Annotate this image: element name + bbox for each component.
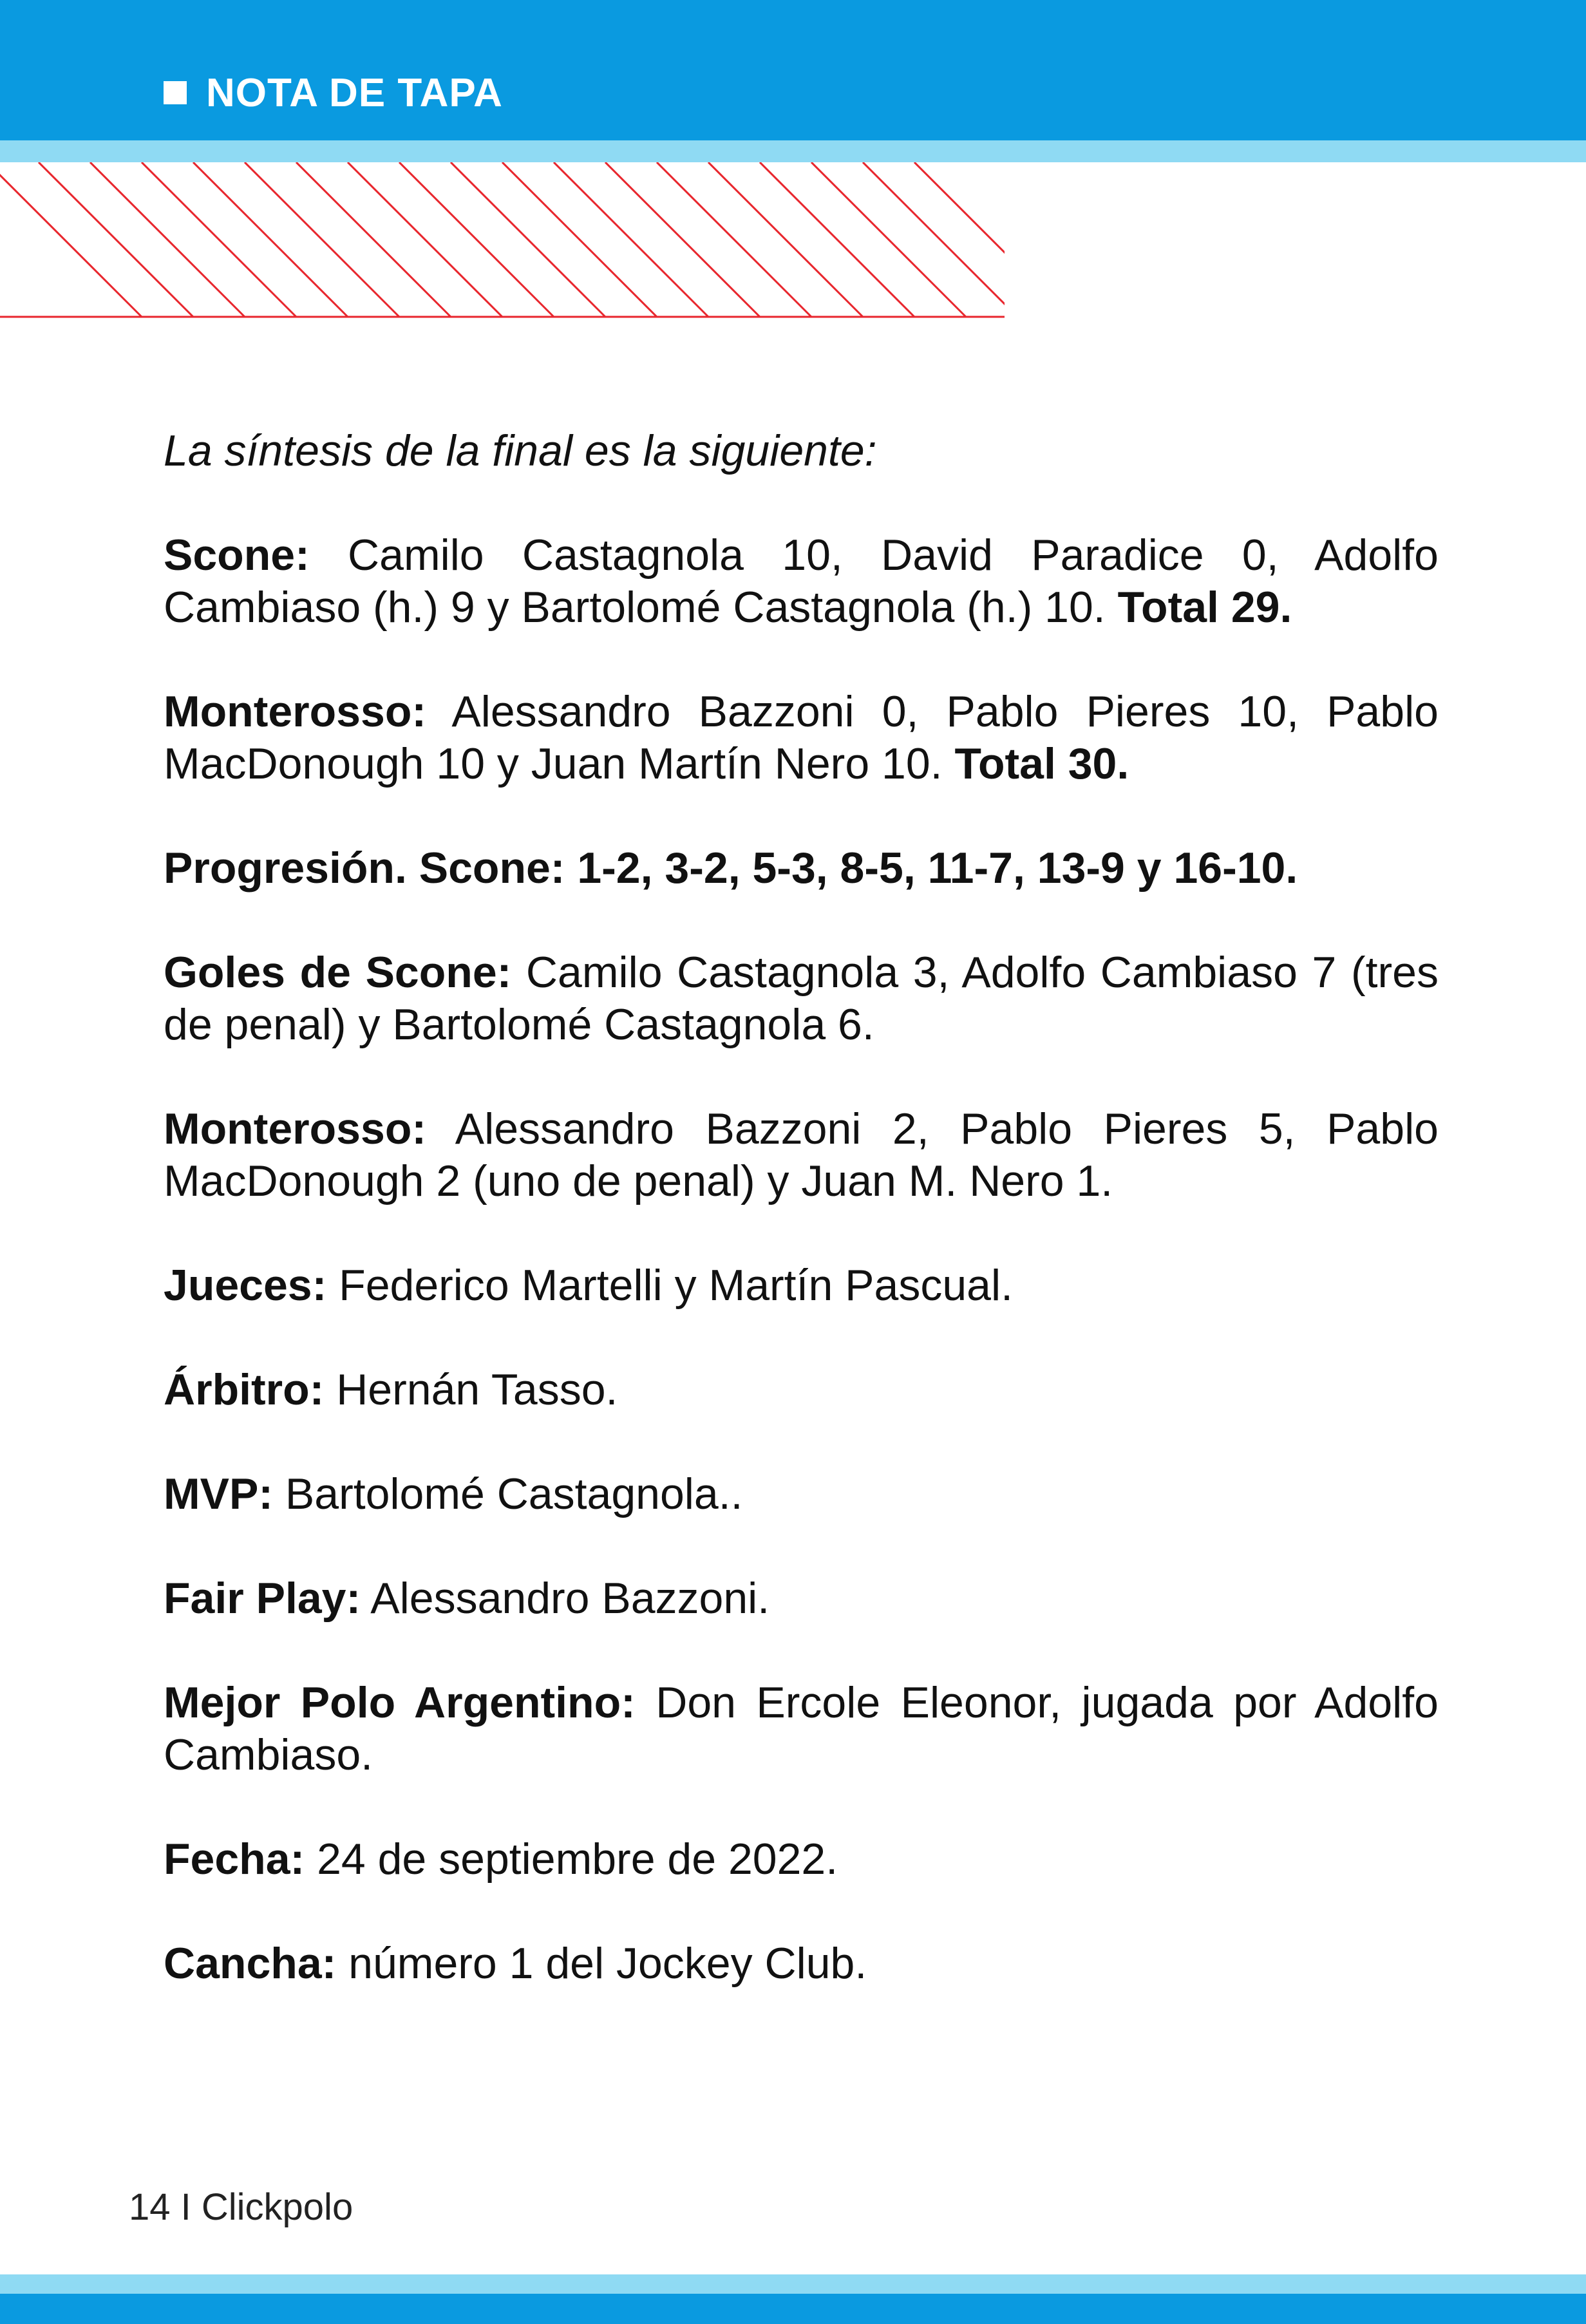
result-monterosso <box>164 686 1439 790</box>
para-total: Total 29. <box>1117 583 1292 632</box>
para-text: 24 de septiembre de 2022. <box>305 1835 838 1884</box>
mvp <box>164 1468 1439 1520</box>
para-text: Federico Martelli y Martín Pascual. <box>326 1261 1013 1310</box>
para-text: Don Ercole Eleonor, jugada por Adolfo Cambiaso. <box>164 1678 1439 1779</box>
para-text: Camilo Castagnola 10, David Paradice 0, Adolfo Cambiaso (h.) 9 y Bartolomé Castagnola (h.) 10. <box>164 531 1439 632</box>
section-label: NOTA DE TAPA <box>206 71 503 115</box>
progression <box>164 842 1439 894</box>
match-date <box>164 1833 1439 1885</box>
goals-scone <box>164 947 1439 1051</box>
para-label: Fair Play: <box>164 1574 361 1623</box>
para-text: Bartolomé Castagnola.. <box>273 1469 743 1518</box>
field <box>164 1938 1439 1990</box>
para-label: MVP: <box>164 1469 273 1518</box>
para-text: Camilo Castagnola 3, Adolfo Cambiaso 7 (tres de penal) y Bartolomé Castagnola 6. <box>164 948 1439 1049</box>
para-label: Fecha: <box>164 1835 305 1884</box>
section-marker-icon <box>164 81 187 104</box>
para-label: Monterosso: <box>164 687 426 736</box>
fair-play <box>164 1573 1439 1625</box>
footer-stripe <box>0 2274 1586 2294</box>
publication-name: Clickpolo <box>201 2186 354 2228</box>
intro-line: La síntesis de la final es la siguiente: <box>164 426 877 475</box>
para-label: Jueces: <box>164 1261 327 1310</box>
result-scone <box>164 529 1439 634</box>
para-label: Árbitro: <box>164 1365 325 1414</box>
para-label: Mejor Polo Argentino: <box>164 1678 636 1727</box>
para-text: Alessandro Bazzoni 0, Pablo Pieres 10, Pablo MacDonough 10 y Juan Martín Nero 10. <box>164 687 1439 788</box>
para-label: Goles de Scone: <box>164 948 512 997</box>
goals-monterosso <box>164 1103 1439 1207</box>
para-text: Alessandro Bazzoni 2, Pablo Pieres 5, Pablo MacDonough 2 (uno de penal) y Juan M. Nero 1. <box>164 1104 1439 1205</box>
hatch-lines-path <box>0 162 1005 317</box>
footer-band <box>0 2294 1586 2324</box>
page-number: 14 <box>129 2186 171 2228</box>
header-stripe <box>0 140 1586 162</box>
para-total: Total 30. <box>954 739 1129 788</box>
para-label: Scone: <box>164 531 310 580</box>
hatch-decoration <box>0 162 1005 323</box>
para-label: Monterosso: <box>164 1104 426 1153</box>
footer-separator: I <box>180 2186 191 2228</box>
para-label: Cancha: <box>164 1939 337 1988</box>
para-label: Progresión. Scone: 1-2, 3-2, 5-3, 8-5, 11-7, 13-9 y 16-10. <box>164 844 1298 893</box>
article-body <box>164 425 1439 2042</box>
para-text: Alessandro Bazzoni. <box>361 1574 770 1623</box>
para-text: Hernán Tasso. <box>324 1365 618 1414</box>
para-text: número 1 del Jockey Club. <box>336 1939 867 1988</box>
referee <box>164 1364 1439 1416</box>
page-footer <box>129 2184 353 2231</box>
judges <box>164 1260 1439 1312</box>
best-argentine-pony <box>164 1677 1439 1781</box>
